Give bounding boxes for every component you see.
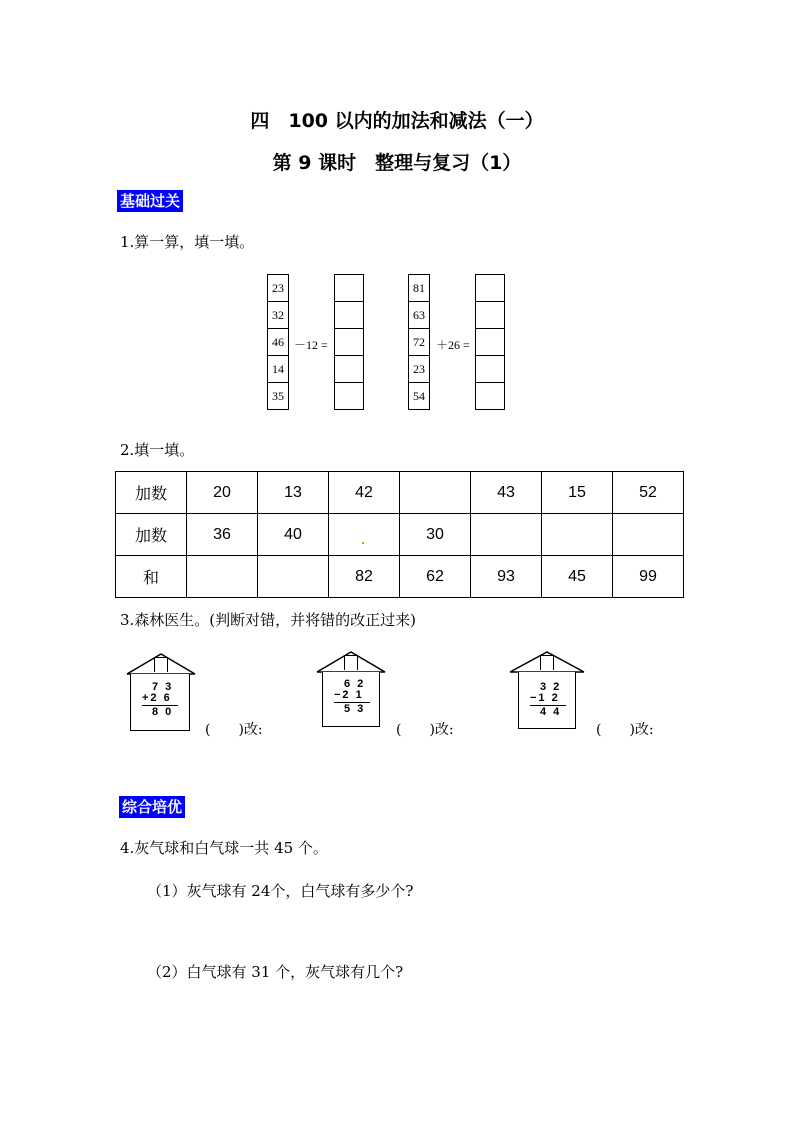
answer-cell[interactable] xyxy=(476,329,504,356)
calc-line: −2 1 xyxy=(334,689,364,701)
table-cell: 43 xyxy=(471,472,542,514)
answer-field-1[interactable]: ( )改: xyxy=(205,722,263,738)
answer-cell[interactable] xyxy=(335,356,363,383)
table-cell: 15 xyxy=(542,472,613,514)
table-cell: 93 xyxy=(471,556,542,598)
question-4-part-2: （2）白气球有 31 个，灰气球有几个? xyxy=(147,963,404,981)
table-cell[interactable] xyxy=(542,514,613,556)
right-number-column xyxy=(408,274,430,410)
left-operation: －12 = xyxy=(294,338,328,352)
section-advanced: 综合培优 xyxy=(119,796,185,818)
number-cell: 35 xyxy=(272,389,284,403)
answer-field-2[interactable]: ( )改: xyxy=(396,722,454,738)
number-cell: 23 xyxy=(409,356,429,383)
table-cell[interactable] xyxy=(329,514,400,556)
number-cell: 23 xyxy=(268,275,288,302)
answer-cell[interactable] xyxy=(335,329,363,356)
calc-line: 8 0 xyxy=(152,706,174,718)
left-number-column xyxy=(267,274,289,410)
answer-cell[interactable] xyxy=(476,302,504,329)
table-cell: 42 xyxy=(329,472,400,514)
window-icon xyxy=(344,655,358,670)
number-cell: 14 xyxy=(268,356,288,383)
vertical-calculation xyxy=(530,682,566,718)
house-problem-1 xyxy=(126,652,196,732)
table-cell: 13 xyxy=(258,472,329,514)
question-2: 2.填一填。 xyxy=(120,441,195,459)
answer-cell[interactable] xyxy=(476,275,504,302)
question-3: 3.森林医生。(判断对错，并将错的改正过来) xyxy=(120,611,417,629)
table-cell: 62 xyxy=(400,556,471,598)
calc-line: −1 2 xyxy=(530,692,560,704)
house-problem-2 xyxy=(316,650,386,728)
window-icon xyxy=(540,655,554,670)
lesson-subtitle: 第 9 课时 整理与复习（1） xyxy=(272,152,522,174)
window-icon xyxy=(154,657,168,672)
calc-line: 7 3 xyxy=(152,681,174,693)
addition-table xyxy=(115,471,684,598)
table-cell[interactable] xyxy=(400,472,471,514)
answer-cell[interactable] xyxy=(335,383,363,409)
right-answer-column[interactable] xyxy=(475,274,505,410)
table-cell: 82 xyxy=(329,556,400,598)
page-title: 四 100 以内的加法和减法（一） xyxy=(250,110,544,132)
number-cell: 32 xyxy=(268,302,288,329)
table-row xyxy=(116,472,684,514)
section-basic: 基础过关 xyxy=(117,190,183,212)
table-cell: 36 xyxy=(187,514,258,556)
calc-line: +2 6 xyxy=(142,692,172,704)
table-cell: 45 xyxy=(542,556,613,598)
table-cell: 30 xyxy=(400,514,471,556)
table-cell: 52 xyxy=(613,472,684,514)
table-cell[interactable] xyxy=(258,556,329,598)
table-cell[interactable] xyxy=(613,514,684,556)
question-4: 4.灰气球和白气球一共 45 个。 xyxy=(120,839,328,857)
number-cell: 72 xyxy=(409,329,429,356)
table-row xyxy=(116,556,684,598)
calc-line: 4 4 xyxy=(540,706,562,718)
table-cell: 加数 xyxy=(116,472,187,514)
table-row xyxy=(116,514,684,556)
number-cell: 54 xyxy=(413,389,425,403)
stray-dot xyxy=(362,542,364,544)
answer-cell[interactable] xyxy=(476,356,504,383)
table-cell: 和 xyxy=(116,556,187,598)
calc-line: 3 2 xyxy=(540,681,562,693)
vertical-calculation xyxy=(334,679,370,715)
number-cell: 81 xyxy=(409,275,429,302)
table-cell: 99 xyxy=(613,556,684,598)
answer-cell[interactable] xyxy=(476,383,504,409)
number-cell: 63 xyxy=(409,302,429,329)
answer-field-3[interactable]: ( )改: xyxy=(596,722,654,738)
right-operation: ＋26 = xyxy=(436,338,470,352)
house-problem-3 xyxy=(509,650,585,730)
number-cell: 46 xyxy=(268,329,288,356)
answer-cell[interactable] xyxy=(335,302,363,329)
table-cell: 40 xyxy=(258,514,329,556)
table-cell[interactable] xyxy=(471,514,542,556)
table-cell: 加数 xyxy=(116,514,187,556)
table-cell[interactable] xyxy=(187,556,258,598)
table-cell: 20 xyxy=(187,472,258,514)
left-answer-column[interactable] xyxy=(334,274,364,410)
question-4-part-1: （1）灰气球有 24个，白气球有多少个? xyxy=(147,882,414,900)
answer-cell[interactable] xyxy=(335,275,363,302)
calc-line: 5 3 xyxy=(344,703,366,715)
question-1: 1.算一算，填一填。 xyxy=(120,233,255,251)
calc-line: 6 2 xyxy=(344,678,366,690)
vertical-calculation xyxy=(142,682,178,718)
